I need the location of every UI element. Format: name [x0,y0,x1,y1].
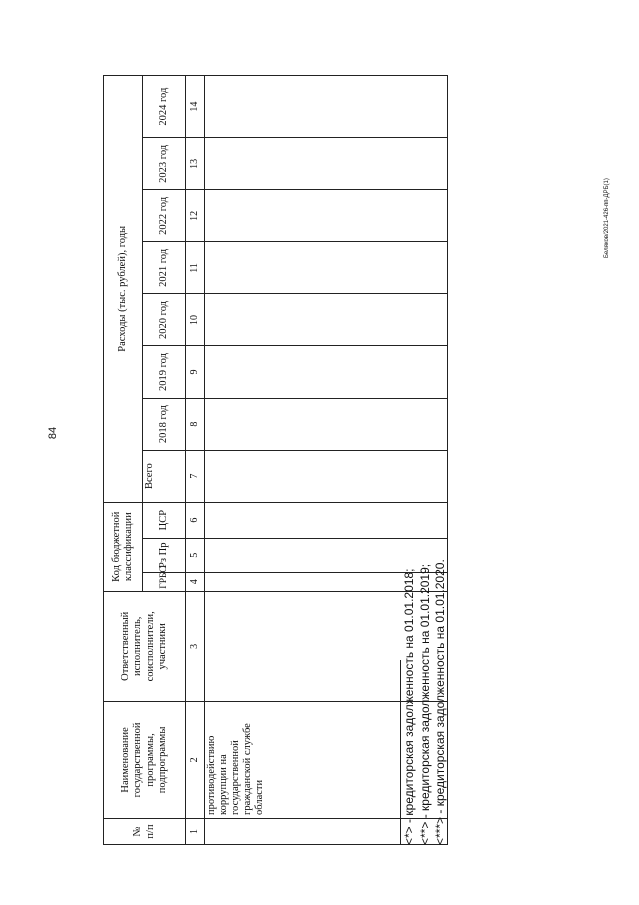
expenses-table [103,75,448,845]
header-year: 2023 год [143,138,186,190]
column-number: 12 [186,190,205,242]
column-number: 1 [186,818,205,844]
column-number: 7 [186,450,205,502]
page-number: 84 [47,426,59,440]
column-number: 3 [186,591,205,701]
header-year: 2018 год [143,398,186,450]
column-number: 4 [186,572,205,591]
column-number: 9 [186,346,205,398]
column-number: 5 [186,538,205,572]
column-number: 6 [186,502,205,538]
header-budget-code: Код бюджетной классификации [104,502,143,591]
header-rzpr: Рз Пр [143,538,186,572]
header-year: 2024 год [143,76,186,138]
header-year: 2019 год [143,346,186,398]
footnotes [400,75,449,845]
column-number: 11 [186,242,205,294]
footnote: <*> - кредиторская задолженность на 01.01.2018; [402,568,416,845]
column-number: 8 [186,398,205,450]
header-total: Всего [143,450,186,502]
header-year: 2021 год [143,242,186,294]
header-csr: ЦСР [143,502,186,538]
footnote-divider [400,660,401,845]
header-num: № п/п [104,818,186,844]
header-responsible: Ответственный исполнитель, соисполнители, участники [104,591,186,701]
row-name-cell: противодействию коррупции на государственной гражданской службе области [205,701,448,818]
header-expenses: Расходы (тыс. рублей), годы [104,76,143,503]
footnote: <***> - кредиторская задолженность на 01.01.2020. [433,559,448,845]
header-name: Наименование государственной программы, подпрограммы [104,701,186,818]
column-number: 10 [186,294,205,346]
rotated-content [103,75,463,845]
header-grbs: ГРБС [143,572,186,591]
footnote: <**> - кредиторская задолженность на 01.01.2019; [417,563,432,845]
header-year: 2020 год [143,294,186,346]
column-number: 14 [186,76,205,138]
column-number: 2 [186,701,205,818]
column-number: 13 [186,138,205,190]
header-year: 2022 год [143,190,186,242]
file-name-label: Беляков/2021-426-пп-ДРБ(1) [604,178,610,258]
